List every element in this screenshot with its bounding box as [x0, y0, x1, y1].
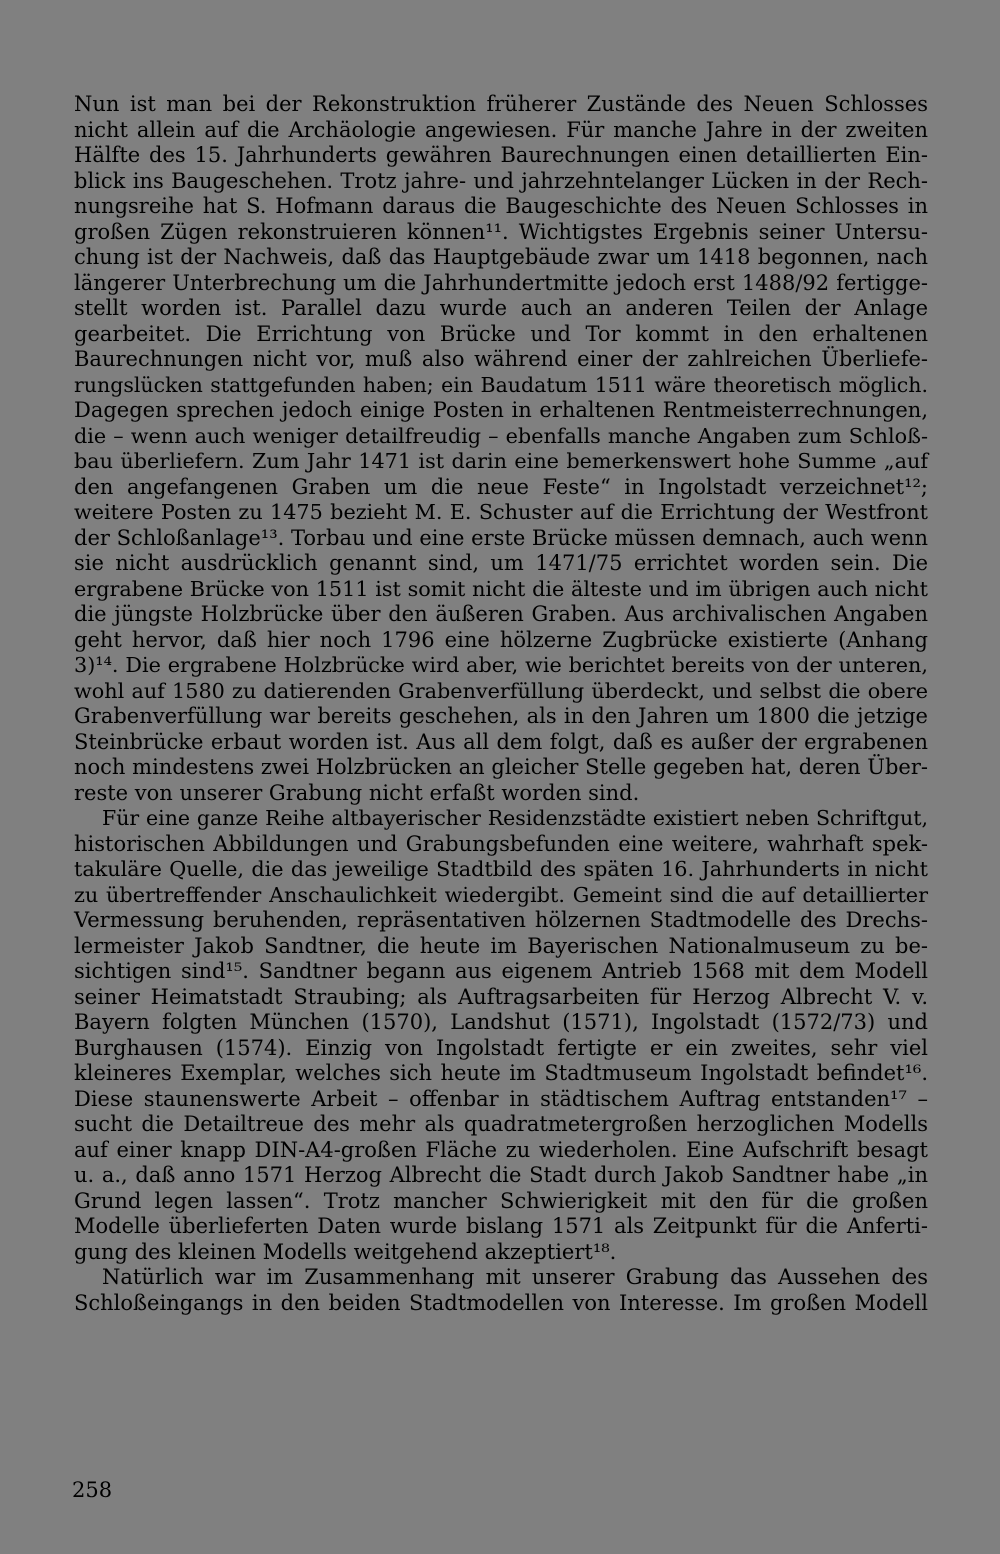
text-line: sichtigen sind¹⁵. Sandtner begann aus eigenem Antrieb 1568 mit dem Modell — [74, 959, 928, 983]
text-line: Steinbrücke erbaut worden ist. Aus all dem folgt, daß es außer der ergrabenen — [74, 729, 928, 754]
text-line: sucht die Detailtreue des mehr als quadratmetergroßen herzoglichen Modells — [74, 1112, 928, 1136]
paragraph-1 — [74, 92, 928, 806]
text-line: Dagegen sprechen jedoch einige Posten in erhaltenen Rentmeisterrechnungen, — [74, 398, 928, 422]
body-text — [74, 92, 928, 1316]
text-line: Modelle überlieferten Daten wurde bislang 1571 als Zeitpunkt für die Anferti- — [74, 1214, 928, 1238]
text-line: Diese staunenswerte Arbeit – offenbar in städtischem Auftrag entstanden¹⁷ – — [74, 1086, 928, 1111]
text-line: nungsreihe hat S. Hofmann daraus die Baugeschichte des Neuen Schlosses in — [74, 194, 928, 218]
text-line: takuläre Quelle, die das jeweilige Stadtbild des späten 16. Jahrhunderts in nicht — [74, 857, 928, 881]
paragraph-2 — [74, 806, 928, 1265]
text-line: Hälfte des 15. Jahrhunderts gewähren Baurechnungen einen detaillierten Ein- — [74, 143, 928, 167]
text-line: lermeister Jakob Sandtner, die heute im Bayerischen Nationalmuseum zu be- — [74, 933, 928, 958]
text-line: gearbeitet. Die Errichtung von Brücke und Tor kommt in den erhaltenen — [74, 321, 928, 346]
text-line: rungslücken stattgefunden haben; ein Baudatum 1511 wäre theoretisch möglich. — [74, 372, 928, 397]
text-line: kleineres Exemplar, welches sich heute im Stadtmuseum Ingolstadt befindet¹⁶. — [74, 1061, 928, 1085]
text-line: Burghausen (1574). Einzig von Ingolstadt fertigte er ein zweites, sehr viel — [74, 1035, 928, 1060]
text-line: längerer Unterbrechung um die Jahrhundertmitte jedoch erst 1488/92 fertigge- — [74, 270, 928, 295]
text-line: wohl auf 1580 zu datierenden Grabenverfüllung überdeckt, und selbst die obere — [74, 678, 928, 703]
page-number: 258 — [72, 1478, 113, 1502]
text-line: weitere Posten zu 1475 bezieht M. E. Schuster auf die Errichtung der Westfront — [74, 500, 928, 524]
paragraph-3 — [74, 1265, 928, 1316]
text-line: den angefangenen Graben um die neue Feste“ in Ingolstadt verzeichnet¹²; — [74, 474, 928, 499]
text-line: reste von unserer Grabung nicht erfaßt worden sind. — [74, 780, 640, 805]
text-line: u. a., daß anno 1571 Herzog Albrecht die Stadt durch Jakob Sandtner habe „in — [74, 1163, 928, 1187]
text-line: Grabenverfüllung war bereits geschehen, als in den Jahren um 1800 die jetzige — [74, 704, 928, 728]
text-line: gung des kleinen Modells weitgehend akzeptiert¹⁸. — [74, 1239, 617, 1264]
text-line: historischen Abbildungen und Grabungsbefunden eine weitere, wahrhaft spek- — [74, 831, 928, 856]
text-line: Nun ist man bei der Rekonstruktion früherer Zustände des Neuen Schlosses — [74, 92, 928, 116]
text-line: Grund legen lassen“. Trotz mancher Schwierigkeit mit den für die großen — [74, 1188, 928, 1213]
text-line: großen Zügen rekonstruieren können¹¹. Wichtigstes Ergebnis seiner Untersu- — [74, 219, 928, 244]
text-line: Schloßeingangs in den beiden Stadtmodellen von Interesse. Im großen Modell — [74, 1290, 928, 1315]
text-line: der Schloßanlage¹³. Torbau und eine erste Brücke müssen demnach, auch wenn — [74, 525, 929, 550]
text-line: nicht allein auf die Archäologie angewiesen. Für manche Jahre in der zweiten — [74, 117, 928, 142]
text-line: Vermessung beruhenden, repräsentativen hölzernen Stadtmodelle des Drechs- — [74, 908, 928, 932]
text-line: ergrabene Brücke von 1511 ist somit nicht die älteste und im übrigen auch nicht — [74, 576, 928, 601]
text-line: Natürlich war im Zusammenhang mit unserer Grabung das Aussehen des — [102, 1265, 928, 1289]
text-line: noch mindestens zwei Holzbrücken an gleicher Stelle gegeben hat, deren Über- — [74, 755, 928, 779]
text-line: Baurechnungen nicht vor, muß also während einer der zahlreichen Überliefe- — [74, 347, 928, 371]
text-line: zu übertreffender Anschaulichkeit wiedergibt. Gemeint sind die auf detaillierter — [74, 882, 928, 907]
text-line: die jüngste Holzbrücke über den äußeren Graben. Aus archivalischen Angaben — [74, 602, 928, 626]
text-line: sie nicht ausdrücklich genannt sind, um 1471/75 errichtet worden sein. Die — [74, 551, 928, 575]
text-line: blick ins Baugeschehen. Trotz jahre- und jahrzehntelanger Lücken in der Rech- — [74, 168, 928, 193]
text-line: bau überliefern. Zum Jahr 1471 ist darin eine bemerkenswert hohe Summe „auf — [74, 449, 928, 473]
text-line: stellt worden ist. Parallel dazu wurde auch an anderen Teilen der Anlage — [74, 296, 928, 320]
text-line: die – wenn auch weniger detailfreudig – ebenfalls manche Angaben zum Schloß- — [74, 423, 928, 448]
text-line: geht hervor, daß hier noch 1796 eine hölzerne Zugbrücke existierte (Anhang — [74, 627, 928, 652]
text-line: Für eine ganze Reihe altbayerischer Residenzstädte existiert neben Schriftgut, — [102, 806, 928, 830]
text-line: 3)¹⁴. Die ergrabene Holzbrücke wird aber, wie berichtet bereits von der unteren, — [74, 653, 928, 677]
text-line: chung ist der Nachweis, daß das Hauptgebäude zwar um 1418 begonnen, nach — [74, 245, 928, 269]
text-line: auf einer knapp DIN-A4-großen Fläche zu wiederholen. Eine Aufschrift besagt — [74, 1137, 928, 1162]
text-line: Bayern folgten München (1570), Landshut (1571), Ingolstadt (1572/73) und — [74, 1010, 928, 1034]
text-line: seiner Heimatstadt Straubing; als Auftragsarbeiten für Herzog Albrecht V. v. — [74, 984, 928, 1009]
